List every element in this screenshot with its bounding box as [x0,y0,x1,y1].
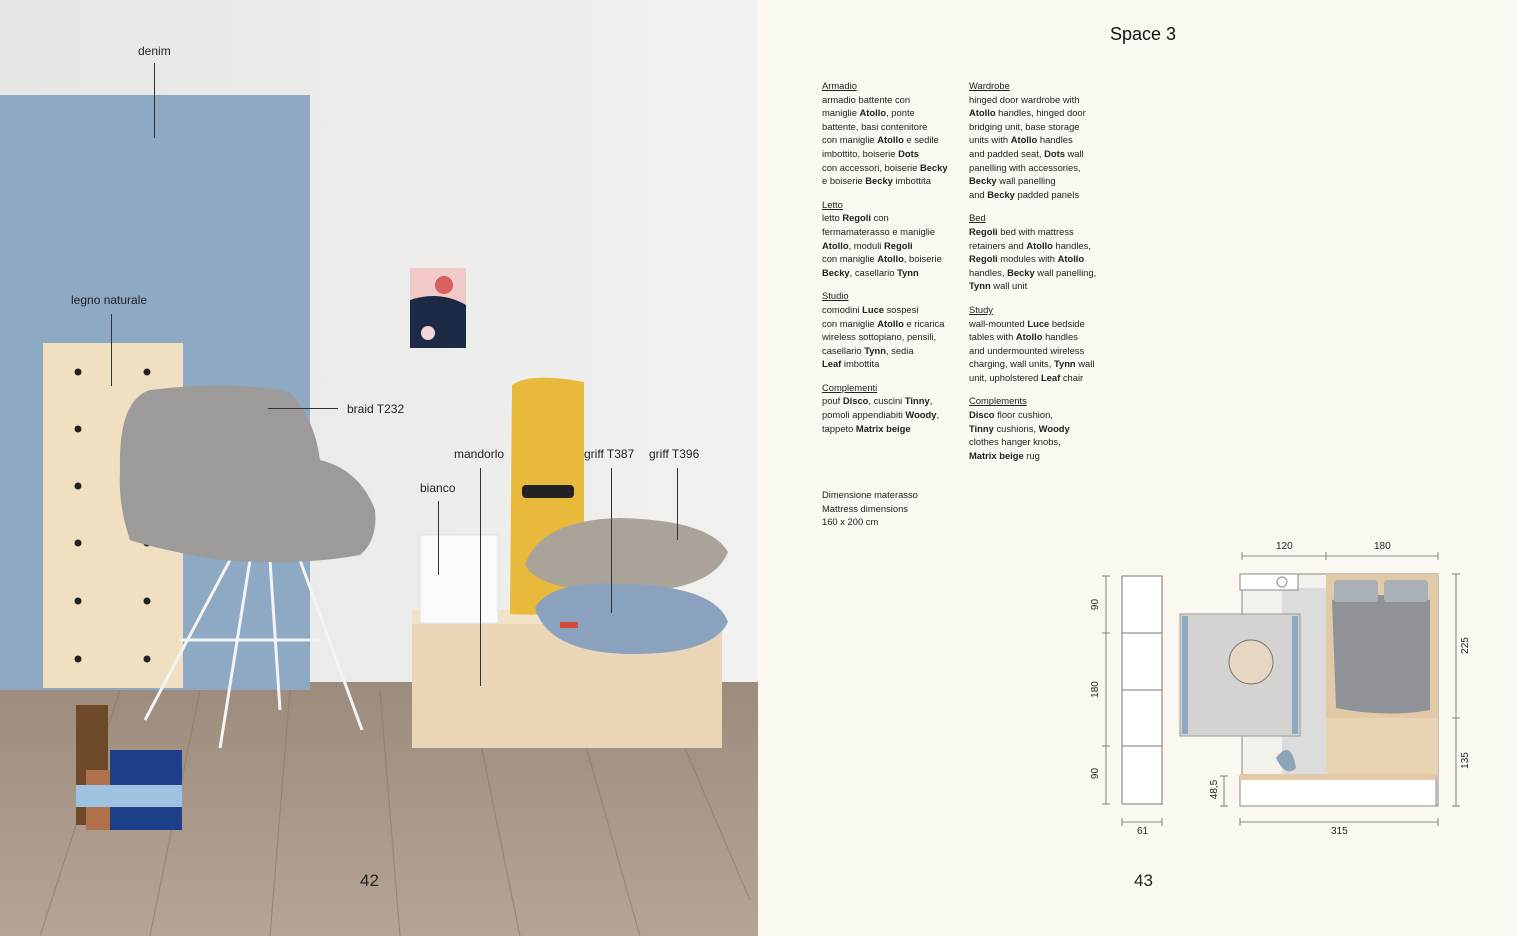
description-line: imbottito, boiserie Dots [822,147,919,159]
page-number-left: 42 [360,871,379,890]
page-title: Space 3 [1110,24,1177,44]
dim-top-120: 120 [1276,541,1293,552]
description-heading: Complementi [822,381,878,393]
mattress-size: 160 x 200 cm [822,516,879,528]
label-griff-t387: griff T387 [584,447,635,461]
label-mandorlo: mandorlo [454,447,505,461]
label-griff-t396: griff T396 [649,447,700,461]
english-description-column [969,79,1109,472]
wall-artwork [410,268,466,348]
description-line: comodini Luce sospesi [822,303,919,315]
description-heading: Armadio [822,80,857,91]
description-line: panelling with accessories, [969,161,1081,173]
griff2-leader [677,468,678,540]
description-line: clothes hanger knobs, [969,436,1061,448]
dim-right-135: 135 [1459,752,1471,769]
description-line: units with Atollo handles [969,134,1073,146]
description-line: tappeto Matrix beige [822,422,911,434]
description-line: Tynn wall unit [969,280,1028,292]
dim-bottom-61: 61 [1137,826,1149,837]
description-line: Becky wall panelling [969,175,1056,187]
label-denim: denim [138,44,171,58]
label-bianco: bianco [420,481,456,495]
description-line: and undermounted wireless [969,344,1085,356]
description-heading: Wardrobe [969,80,1010,91]
description-line: handles, Becky wall panelling, [969,266,1097,278]
room-scene [0,0,758,936]
description-heading: Studio [822,290,849,302]
description-heading: Study [969,303,993,315]
description-line: armadio battente con [822,93,911,105]
mattress-line-it: Dimensione materasso [822,489,918,500]
dim-right-225: 225 [1459,637,1471,654]
legno-leader [111,314,112,386]
description-block [969,79,1109,201]
description-block [969,303,1109,385]
description-line: and Becky padded panels [969,188,1080,200]
description-block [969,211,1109,293]
right-page [758,0,1517,936]
dim-left-90b: 90 [1090,767,1102,780]
description-block [822,198,962,280]
dim-left-90: 90 [1090,598,1102,611]
description-line: con maniglie Atollo e ricarica [822,317,945,329]
description-line: fermamaterasso e maniglie [822,225,936,237]
description-line: con accessori, boiserie Becky [822,161,948,173]
description-line: and padded seat, Dots wall [969,147,1084,159]
braid-leader [268,408,338,409]
dim-left-180: 180 [1089,681,1101,698]
description-line: pomoli appendiabiti Woody, [822,409,940,421]
description-line: casellario Tynn, sedia [822,344,914,356]
label-legno-naturale: legno naturale [71,293,148,307]
griff1-leader [611,468,612,613]
description-line: Atollo handles, hinged door [969,107,1086,119]
description-line: con maniglie Atollo e sedile [822,134,939,146]
description-heading: Letto [822,198,843,210]
label-braid: braid T232 [347,402,405,416]
description-line: Leaf imbottita [822,358,880,370]
mandorlo-leader [480,468,481,686]
italian-description-column [822,79,962,445]
description-line: maniglie Atollo, ponte [822,107,915,119]
denim-leader [154,63,155,138]
dim-small-48: 48,5 [1209,779,1221,800]
left-page-photo [0,0,758,936]
description-block [822,381,962,435]
description-line: pouf Disco, cuscini Tinny, [822,395,933,407]
mattress-line-en: Mattress dimensions [822,502,908,514]
description-heading: Complements [969,395,1027,407]
description-block [822,79,962,188]
description-line: retainers and Atollo handles, [969,239,1091,251]
description-line: battente, basi contenitore [822,120,928,132]
description-line: Regoli bed with mattress [969,225,1074,237]
description-line: unit, upholstered Leaf chair [969,371,1084,383]
floor-plan [1086,538,1476,848]
description-line: Regoli modules with Atollo [969,253,1085,265]
mattress-dimensions [822,488,918,529]
description-line: con maniglie Atollo, boiserie [822,253,942,265]
description-line: Becky, casellario Tynn [822,266,919,278]
description-heading: Bed [969,212,986,224]
bianco-leader [438,501,439,575]
description-line: Tinny cushions, Woody [969,422,1070,434]
dim-top-180: 180 [1374,541,1391,552]
description-line: hinged door wardrobe with [969,93,1080,105]
description-block [822,289,962,371]
description-block [969,394,1109,462]
dim-bottom-315: 315 [1331,826,1348,837]
description-line: tables with Atollo handles [969,331,1078,343]
page-number-right: 43 [1134,871,1153,890]
description-line: wireless sottopiano, pensili, [822,331,937,343]
description-line: Disco floor cushion, [969,409,1053,421]
description-line: e boiserie Becky imbottita [822,175,931,187]
white-cube [420,535,498,623]
description-line: charging, wall units, Tynn wall [969,358,1095,370]
description-line: Atollo, moduli Regoli [822,239,913,251]
description-line: wall-mounted Luce bedside [969,317,1085,329]
description-line: bridging unit, base storage [969,120,1080,132]
description-line: letto Regoli con [822,212,889,224]
description-line: Matrix beige rug [969,449,1040,461]
